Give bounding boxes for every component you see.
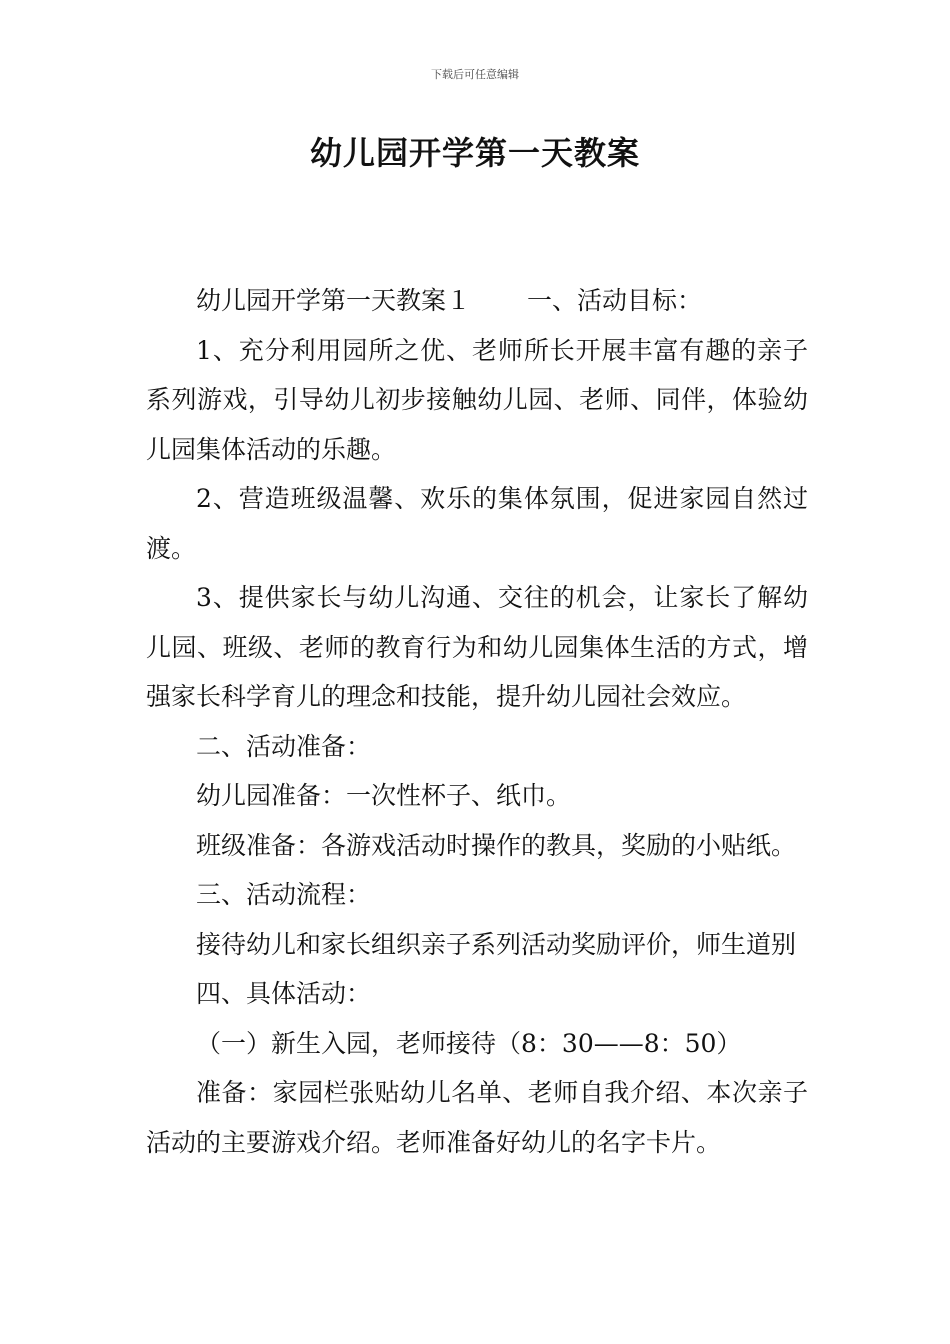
document-body [146, 276, 808, 1167]
section-lead: 幼儿园开学第一天教案１ [196, 286, 472, 315]
paragraph: 3、提供家长与幼儿沟通、交往的机会，让家长了解幼儿园、班级、老师的教育行为和幼儿园集体生活的方式，增强家长科学育儿的理念和技能，提升幼儿园社会效应。 [146, 583, 808, 711]
paragraph: 1、充分利用园所之优、老师所长开展丰富有趣的亲子系列游戏，引导幼儿初步接触幼儿园、老师、同伴，体验幼儿园集体活动的乐趣。 [146, 335, 808, 464]
section-heading: 三、活动流程： [196, 880, 372, 909]
header-note: 下载后可任意编辑 [431, 68, 519, 81]
paragraph: 幼儿园准备：一次性杯子、纸巾。 [196, 781, 572, 810]
paragraph: 班级准备：各游戏活动时操作的教具，奖励的小贴纸。 [196, 830, 797, 860]
paragraph-intro [146, 276, 808, 326]
paragraph: 准备：家园栏张贴幼儿名单、老师自我介绍、本次亲子活动的主要游戏介绍。老师准备好幼儿的名字卡片。 [146, 1078, 808, 1157]
paragraph: 2、营造班级温馨、欢乐的集体氛围，促进家园自然过渡。 [146, 484, 808, 563]
document-title: 幼儿园开学第一天教案 [309, 134, 640, 172]
section-heading-goals: 一、活动目标： [527, 286, 703, 315]
sub-heading: （一）新生入园，老师接待（8：30——8：50） [196, 1028, 742, 1058]
paragraph: 接待幼儿和家长组织亲子系列活动奖励评价，师生道别 [196, 929, 797, 959]
section-heading: 四、具体活动： [196, 979, 372, 1008]
section-heading: 二、活动准备： [196, 731, 372, 761]
